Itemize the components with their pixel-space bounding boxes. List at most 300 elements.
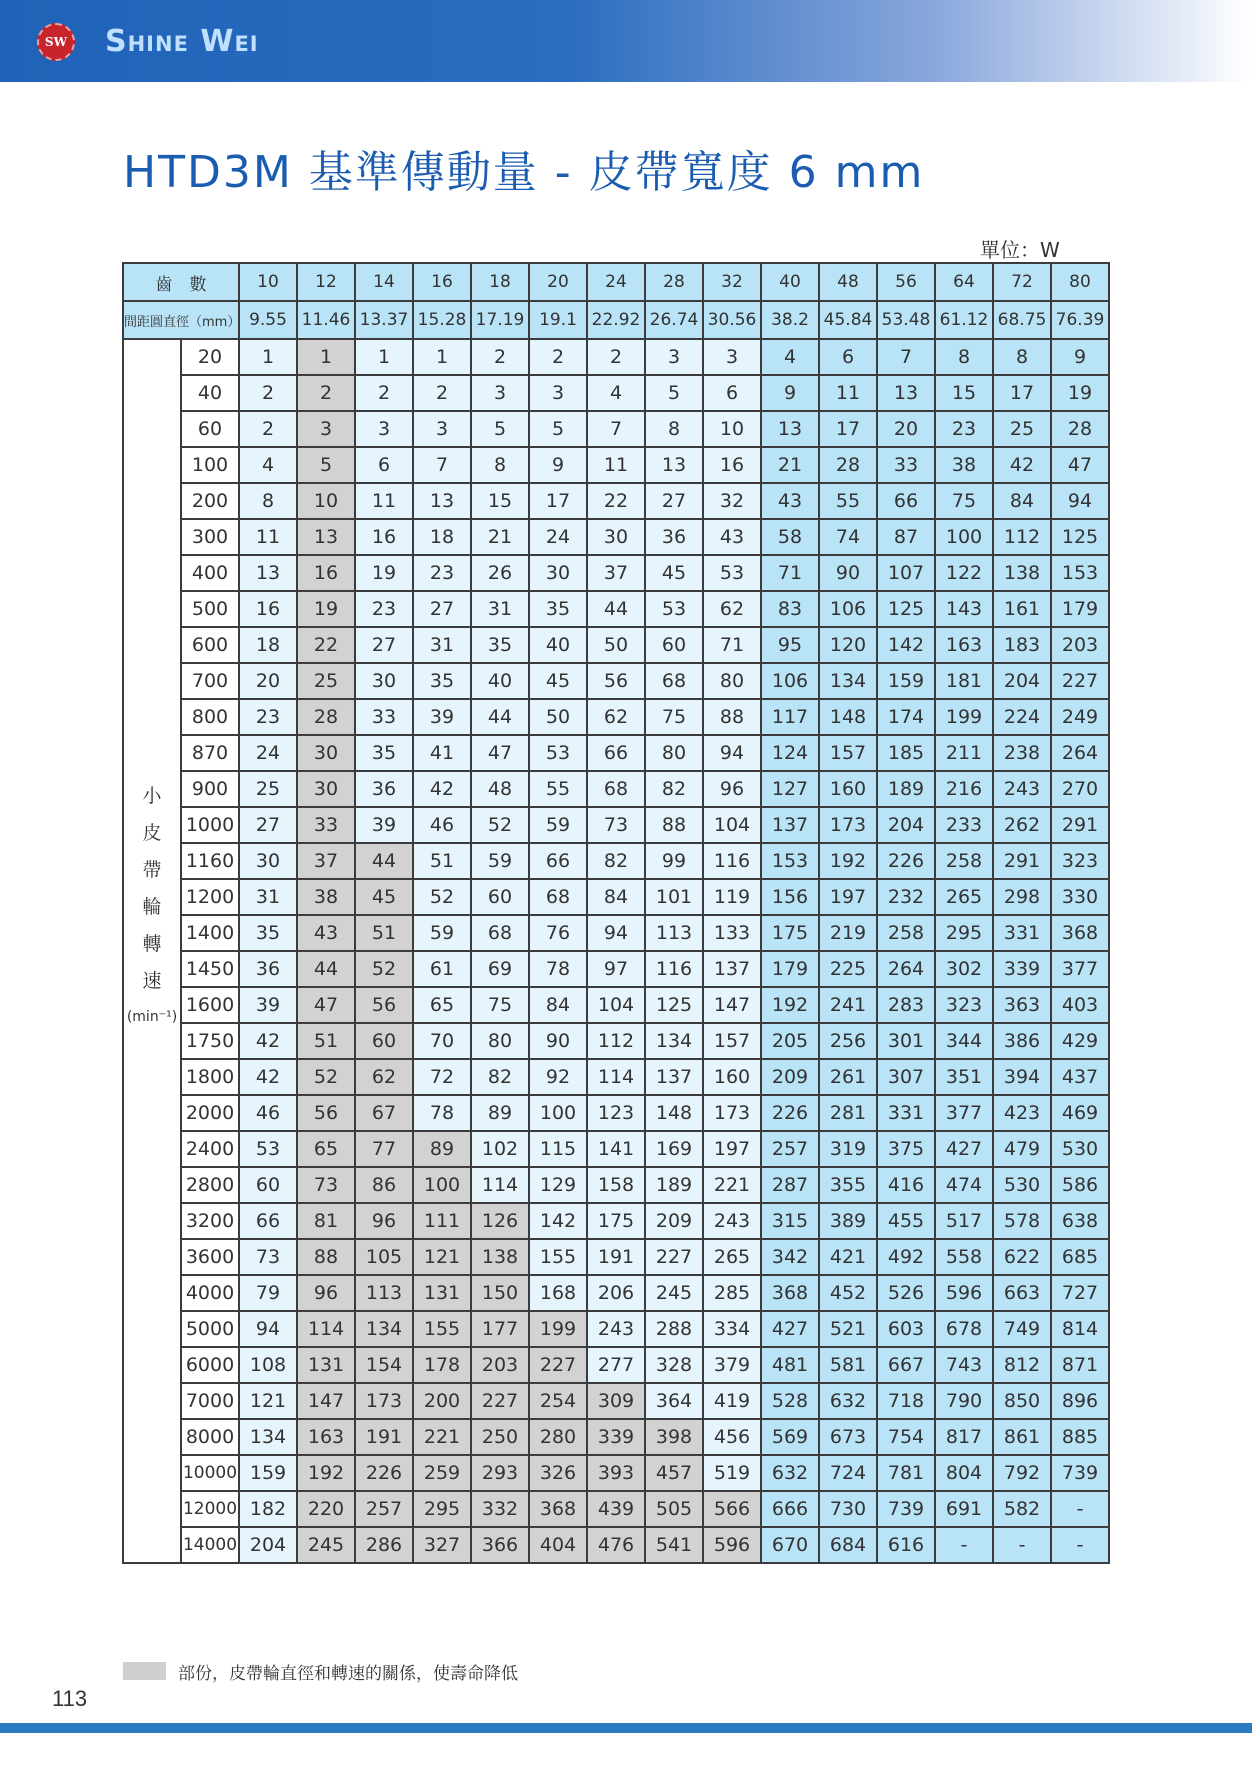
power-cell: 616 (877, 1527, 935, 1563)
power-cell: 452 (819, 1275, 877, 1311)
power-cell: 47 (1051, 447, 1109, 483)
power-cell: 125 (877, 591, 935, 627)
power-cell: 134 (355, 1311, 413, 1347)
power-cell: 404 (529, 1527, 587, 1563)
power-cell: 25 (297, 663, 355, 699)
power-cell: 43 (761, 483, 819, 519)
table-row (123, 483, 1109, 519)
power-cell: 59 (529, 807, 587, 843)
power-cell: 232 (877, 879, 935, 915)
power-cell: 192 (819, 843, 877, 879)
page-title: HTD3M 基準傳動量 - 皮帶寬度 6 mm (123, 147, 925, 198)
pitch-diameter-cell: 53.48 (877, 301, 935, 339)
power-cell: 138 (993, 555, 1051, 591)
power-cell: 22 (587, 483, 645, 519)
power-cell: 21 (761, 447, 819, 483)
power-cell: 205 (761, 1023, 819, 1059)
power-cell: 51 (355, 915, 413, 951)
power-cell: 192 (761, 987, 819, 1023)
power-cell: 505 (645, 1491, 703, 1527)
power-cell: 429 (1051, 1023, 1109, 1059)
power-cell: 173 (819, 807, 877, 843)
power-cell: 43 (703, 519, 761, 555)
power-cell: 88 (703, 699, 761, 735)
power-cell: 69 (471, 951, 529, 987)
pitch-diameter-cell: 22.92 (587, 301, 645, 339)
footer-bar (0, 1723, 1252, 1733)
power-cell: 204 (239, 1527, 297, 1563)
power-cell: 20 (239, 663, 297, 699)
power-cell: 82 (471, 1059, 529, 1095)
power-cell: 46 (413, 807, 471, 843)
power-cell: 586 (1051, 1167, 1109, 1203)
power-cell: 59 (413, 915, 471, 951)
pitch-diameter-cell: 26.74 (645, 301, 703, 339)
power-cell: 101 (645, 879, 703, 915)
power-cell: 287 (761, 1167, 819, 1203)
speed-unit: (min⁻¹) (126, 1009, 178, 1026)
power-cell: 30 (297, 771, 355, 807)
power-cell: 1 (355, 339, 413, 375)
power-cell: 131 (413, 1275, 471, 1311)
power-cell: 53 (239, 1131, 297, 1167)
power-cell: 265 (703, 1239, 761, 1275)
power-cell: 896 (1051, 1383, 1109, 1419)
power-cell: 386 (993, 1023, 1051, 1059)
power-cell: 3 (703, 339, 761, 375)
power-cell: 53 (703, 555, 761, 591)
power-cell: 344 (935, 1023, 993, 1059)
pitch-diameter-cell: 11.46 (297, 301, 355, 339)
power-cell: 84 (993, 483, 1051, 519)
table-row (123, 411, 1109, 447)
power-cell: 670 (761, 1527, 819, 1563)
power-cell: 72 (413, 1059, 471, 1095)
rpm-cell: 500 (181, 591, 239, 627)
rpm-cell: 14000 (181, 1527, 239, 1563)
power-cell: 2 (239, 375, 297, 411)
power-cell: 19 (355, 555, 413, 591)
power-cell: 566 (703, 1491, 761, 1527)
power-cell: 134 (239, 1419, 297, 1455)
power-cell: 75 (645, 699, 703, 735)
power-cell: 97 (587, 951, 645, 987)
power-cell: 28 (297, 699, 355, 735)
rpm-cell: 1400 (181, 915, 239, 951)
power-cell: 479 (993, 1131, 1051, 1167)
power-cell: 173 (703, 1095, 761, 1131)
power-cell: 66 (239, 1203, 297, 1239)
power-cell: 364 (645, 1383, 703, 1419)
power-cell: 174 (877, 699, 935, 735)
table-row (123, 699, 1109, 735)
pitch-diameter-cell: 45.84 (819, 301, 877, 339)
power-cell: 44 (471, 699, 529, 735)
power-cell: 8 (993, 339, 1051, 375)
power-cell: 2 (355, 375, 413, 411)
power-cell: 123 (587, 1095, 645, 1131)
power-cell: 331 (993, 915, 1051, 951)
power-cell: 17 (993, 375, 1051, 411)
power-cell: 160 (819, 771, 877, 807)
power-cell: 403 (1051, 987, 1109, 1023)
power-cell: 5 (471, 411, 529, 447)
power-cell: 492 (877, 1239, 935, 1275)
power-cell: 65 (413, 987, 471, 1023)
power-cell: 48 (471, 771, 529, 807)
power-cell: 45 (529, 663, 587, 699)
table-row (123, 339, 1109, 375)
power-cell: 254 (529, 1383, 587, 1419)
rpm-cell: 800 (181, 699, 239, 735)
power-cell: 18 (239, 627, 297, 663)
power-cell: 2 (239, 411, 297, 447)
power-cell: 143 (935, 591, 993, 627)
rpm-cell: 4000 (181, 1275, 239, 1311)
power-cell: 754 (877, 1419, 935, 1455)
power-cell: 39 (239, 987, 297, 1023)
power-cell: 439 (587, 1491, 645, 1527)
power-cell: 95 (761, 627, 819, 663)
power-cell: 58 (761, 519, 819, 555)
table-row (123, 951, 1109, 987)
power-cell: 638 (1051, 1203, 1109, 1239)
teeth-header-cell: 80 (1051, 263, 1109, 301)
rpm-cell: 10000 (181, 1455, 239, 1491)
power-cell: 3 (645, 339, 703, 375)
power-cell: 51 (413, 843, 471, 879)
power-cell: 2 (529, 339, 587, 375)
pitch-diameter-cell: 13.37 (355, 301, 413, 339)
power-cell: 221 (413, 1419, 471, 1455)
power-cell: 157 (819, 735, 877, 771)
power-cell: 59 (471, 843, 529, 879)
power-cell: 13 (645, 447, 703, 483)
power-cell: 19 (297, 591, 355, 627)
power-cell: 31 (471, 591, 529, 627)
power-cell: 191 (587, 1239, 645, 1275)
power-cell: 13 (239, 555, 297, 591)
teeth-header-cell: 16 (413, 263, 471, 301)
power-cell: 339 (587, 1419, 645, 1455)
power-cell: 62 (355, 1059, 413, 1095)
power-cell: 9 (529, 447, 587, 483)
power-cell: 541 (645, 1527, 703, 1563)
power-cell: 38 (297, 879, 355, 915)
power-cell: 113 (645, 915, 703, 951)
power-cell: 283 (877, 987, 935, 1023)
power-cell: 142 (877, 627, 935, 663)
power-cell: 730 (819, 1491, 877, 1527)
power-cell: 328 (645, 1347, 703, 1383)
power-cell: 3 (529, 375, 587, 411)
power-cell: 42 (239, 1023, 297, 1059)
table-row (123, 663, 1109, 699)
power-cell: 106 (819, 591, 877, 627)
power-cell: 76 (529, 915, 587, 951)
power-cell: 30 (587, 519, 645, 555)
power-cell: 25 (993, 411, 1051, 447)
power-cell: 622 (993, 1239, 1051, 1275)
table-row (123, 1095, 1109, 1131)
power-cell: 80 (703, 663, 761, 699)
power-cell: 673 (819, 1419, 877, 1455)
power-cell: 41 (413, 735, 471, 771)
power-cell: 327 (413, 1527, 471, 1563)
power-cell: 199 (935, 699, 993, 735)
power-cell: 8 (471, 447, 529, 483)
power-cell: 221 (703, 1167, 761, 1203)
power-cell: 60 (471, 879, 529, 915)
power-cell: 204 (993, 663, 1051, 699)
power-cell: 582 (993, 1491, 1051, 1527)
power-cell: 197 (703, 1131, 761, 1167)
header-bar (0, 0, 1252, 82)
power-cell: 79 (239, 1275, 297, 1311)
power-cell: 117 (761, 699, 819, 735)
power-cell: 47 (297, 987, 355, 1023)
power-cell: 6 (355, 447, 413, 483)
power-cell: 238 (993, 735, 1051, 771)
table-row (123, 807, 1109, 843)
power-cell: 173 (355, 1383, 413, 1419)
power-cell: 277 (587, 1347, 645, 1383)
power-cell: 122 (935, 555, 993, 591)
power-cell: 280 (529, 1419, 587, 1455)
power-cell: 47 (471, 735, 529, 771)
rpm-cell: 200 (181, 483, 239, 519)
power-cell: 790 (935, 1383, 993, 1419)
power-cell: 667 (877, 1347, 935, 1383)
power-cell: 569 (761, 1419, 819, 1455)
power-cell: 68 (529, 879, 587, 915)
power-cell: 11 (355, 483, 413, 519)
power-cell: 27 (645, 483, 703, 519)
power-cell: 481 (761, 1347, 819, 1383)
power-cell: 183 (993, 627, 1051, 663)
power-cell: 9 (761, 375, 819, 411)
power-cell: 177 (471, 1311, 529, 1347)
table-row (123, 771, 1109, 807)
power-cell: 50 (529, 699, 587, 735)
power-cell: - (1051, 1491, 1109, 1527)
power-cell: 40 (529, 627, 587, 663)
power-cell: 596 (935, 1275, 993, 1311)
rpm-cell: 6000 (181, 1347, 239, 1383)
rpm-cell: 600 (181, 627, 239, 663)
power-cell: 100 (935, 519, 993, 555)
table-row (123, 1419, 1109, 1455)
rpm-cell: 1160 (181, 843, 239, 879)
power-cell: 812 (993, 1347, 1051, 1383)
table-row (123, 627, 1109, 663)
speed-axis-char: 速 (142, 970, 162, 993)
power-cell: 21 (471, 519, 529, 555)
table-row (123, 1131, 1109, 1167)
power-cell: 332 (471, 1491, 529, 1527)
power-cell: 153 (1051, 555, 1109, 591)
table-row (123, 591, 1109, 627)
power-cell: 519 (703, 1455, 761, 1491)
power-cell: 82 (645, 771, 703, 807)
teeth-header-label: 齒 數 (123, 263, 239, 301)
power-cell: 66 (587, 735, 645, 771)
power-cell: 121 (413, 1239, 471, 1275)
power-cell: 7 (587, 411, 645, 447)
power-cell: 24 (529, 519, 587, 555)
power-cell: 23 (935, 411, 993, 447)
power-cell: 286 (355, 1527, 413, 1563)
table-row (123, 519, 1109, 555)
power-cell: 2 (413, 375, 471, 411)
teeth-header-cell: 64 (935, 263, 993, 301)
power-cell: 8 (935, 339, 993, 375)
power-cell: 137 (703, 951, 761, 987)
power-cell: 209 (645, 1203, 703, 1239)
speed-axis-char: 轉 (142, 933, 162, 956)
power-cell: 603 (877, 1311, 935, 1347)
pitch-diameter-cell: 68.75 (993, 301, 1051, 339)
table-row (123, 735, 1109, 771)
power-cell: 38 (935, 447, 993, 483)
power-cell: 241 (819, 987, 877, 1023)
power-cell: 227 (529, 1347, 587, 1383)
power-cell: 10 (297, 483, 355, 519)
teeth-header-cell: 32 (703, 263, 761, 301)
power-cell: 80 (471, 1023, 529, 1059)
power-cell: 437 (1051, 1059, 1109, 1095)
rpm-cell: 100 (181, 447, 239, 483)
power-cell: 179 (761, 951, 819, 987)
power-cell: 817 (935, 1419, 993, 1455)
speed-axis-char: 小 (142, 785, 162, 807)
rpm-cell: 2800 (181, 1167, 239, 1203)
table-row (123, 555, 1109, 591)
power-cell: 44 (297, 951, 355, 987)
power-cell: 319 (819, 1131, 877, 1167)
power-cell: 43 (297, 915, 355, 951)
power-cell: 35 (355, 735, 413, 771)
rpm-cell: 1200 (181, 879, 239, 915)
table-row (123, 447, 1109, 483)
power-cell: 33 (355, 699, 413, 735)
power-cell: 52 (413, 879, 471, 915)
power-cell: 28 (819, 447, 877, 483)
power-cell: 295 (413, 1491, 471, 1527)
power-cell: 257 (761, 1131, 819, 1167)
power-cell: 44 (355, 843, 413, 879)
power-cell: 78 (529, 951, 587, 987)
teeth-header-cell: 72 (993, 263, 1051, 301)
power-cell: 153 (761, 843, 819, 879)
power-cell: 227 (645, 1239, 703, 1275)
table-row (123, 1383, 1109, 1419)
power-cell: 62 (703, 591, 761, 627)
power-cell: 68 (471, 915, 529, 951)
power-cell: 99 (645, 843, 703, 879)
power-cell: 156 (761, 879, 819, 915)
power-cell: 323 (935, 987, 993, 1023)
table-row (123, 1239, 1109, 1275)
power-cell: 331 (877, 1095, 935, 1131)
speed-axis-char: 皮 (142, 822, 162, 845)
power-cell: 71 (761, 555, 819, 591)
rpm-cell: 1600 (181, 987, 239, 1023)
power-cell: 137 (761, 807, 819, 843)
power-cell: 87 (877, 519, 935, 555)
power-cell: 55 (529, 771, 587, 807)
power-cell: 189 (877, 771, 935, 807)
teeth-header-cell: 18 (471, 263, 529, 301)
table-row (123, 1527, 1109, 1563)
table-row (123, 375, 1109, 411)
unit-label: 單位：W (980, 238, 1060, 262)
power-cell: 68 (587, 771, 645, 807)
power-cell: 216 (935, 771, 993, 807)
power-cell: 56 (355, 987, 413, 1023)
power-cell: 96 (355, 1203, 413, 1239)
power-cell: 256 (819, 1023, 877, 1059)
power-cell: 82 (587, 843, 645, 879)
power-cell: 181 (935, 663, 993, 699)
power-cell: 52 (297, 1059, 355, 1095)
power-cell: 30 (297, 735, 355, 771)
logo-icon: SW (37, 23, 75, 61)
power-cell: 578 (993, 1203, 1051, 1239)
power-cell: 154 (355, 1347, 413, 1383)
power-cell: 51 (297, 1023, 355, 1059)
power-cell: 121 (239, 1383, 297, 1419)
power-cell: 37 (297, 843, 355, 879)
power-cell: 814 (1051, 1311, 1109, 1347)
power-cell: 36 (355, 771, 413, 807)
power-cell: 288 (645, 1311, 703, 1347)
power-cell: 596 (703, 1527, 761, 1563)
power-cell: 330 (1051, 879, 1109, 915)
power-cell: 11 (587, 447, 645, 483)
rpm-cell: 5000 (181, 1311, 239, 1347)
power-cell: 148 (819, 699, 877, 735)
power-cell: 125 (645, 987, 703, 1023)
power-cell: 526 (877, 1275, 935, 1311)
power-cell: 206 (587, 1275, 645, 1311)
power-cell: 298 (993, 879, 1051, 915)
power-cell: 291 (993, 843, 1051, 879)
power-cell: 7 (877, 339, 935, 375)
rpm-cell: 2400 (181, 1131, 239, 1167)
power-cell: 243 (587, 1311, 645, 1347)
power-cell: 31 (413, 627, 471, 663)
power-cell: 90 (529, 1023, 587, 1059)
power-cell: 17 (819, 411, 877, 447)
power-cell: 92 (529, 1059, 587, 1095)
power-cell: 200 (413, 1383, 471, 1419)
power-cell: 233 (935, 807, 993, 843)
teeth-header-cell: 28 (645, 263, 703, 301)
power-cell: 398 (645, 1419, 703, 1455)
power-cell: 116 (645, 951, 703, 987)
power-cell: 191 (355, 1419, 413, 1455)
rpm-cell: 20 (181, 339, 239, 375)
power-cell: 61 (413, 951, 471, 987)
power-cell: 161 (993, 591, 1051, 627)
power-cell: 42 (239, 1059, 297, 1095)
rpm-cell: 700 (181, 663, 239, 699)
power-cell: 204 (877, 807, 935, 843)
power-cell: - (993, 1527, 1051, 1563)
power-cell: 211 (935, 735, 993, 771)
power-cell: 30 (239, 843, 297, 879)
